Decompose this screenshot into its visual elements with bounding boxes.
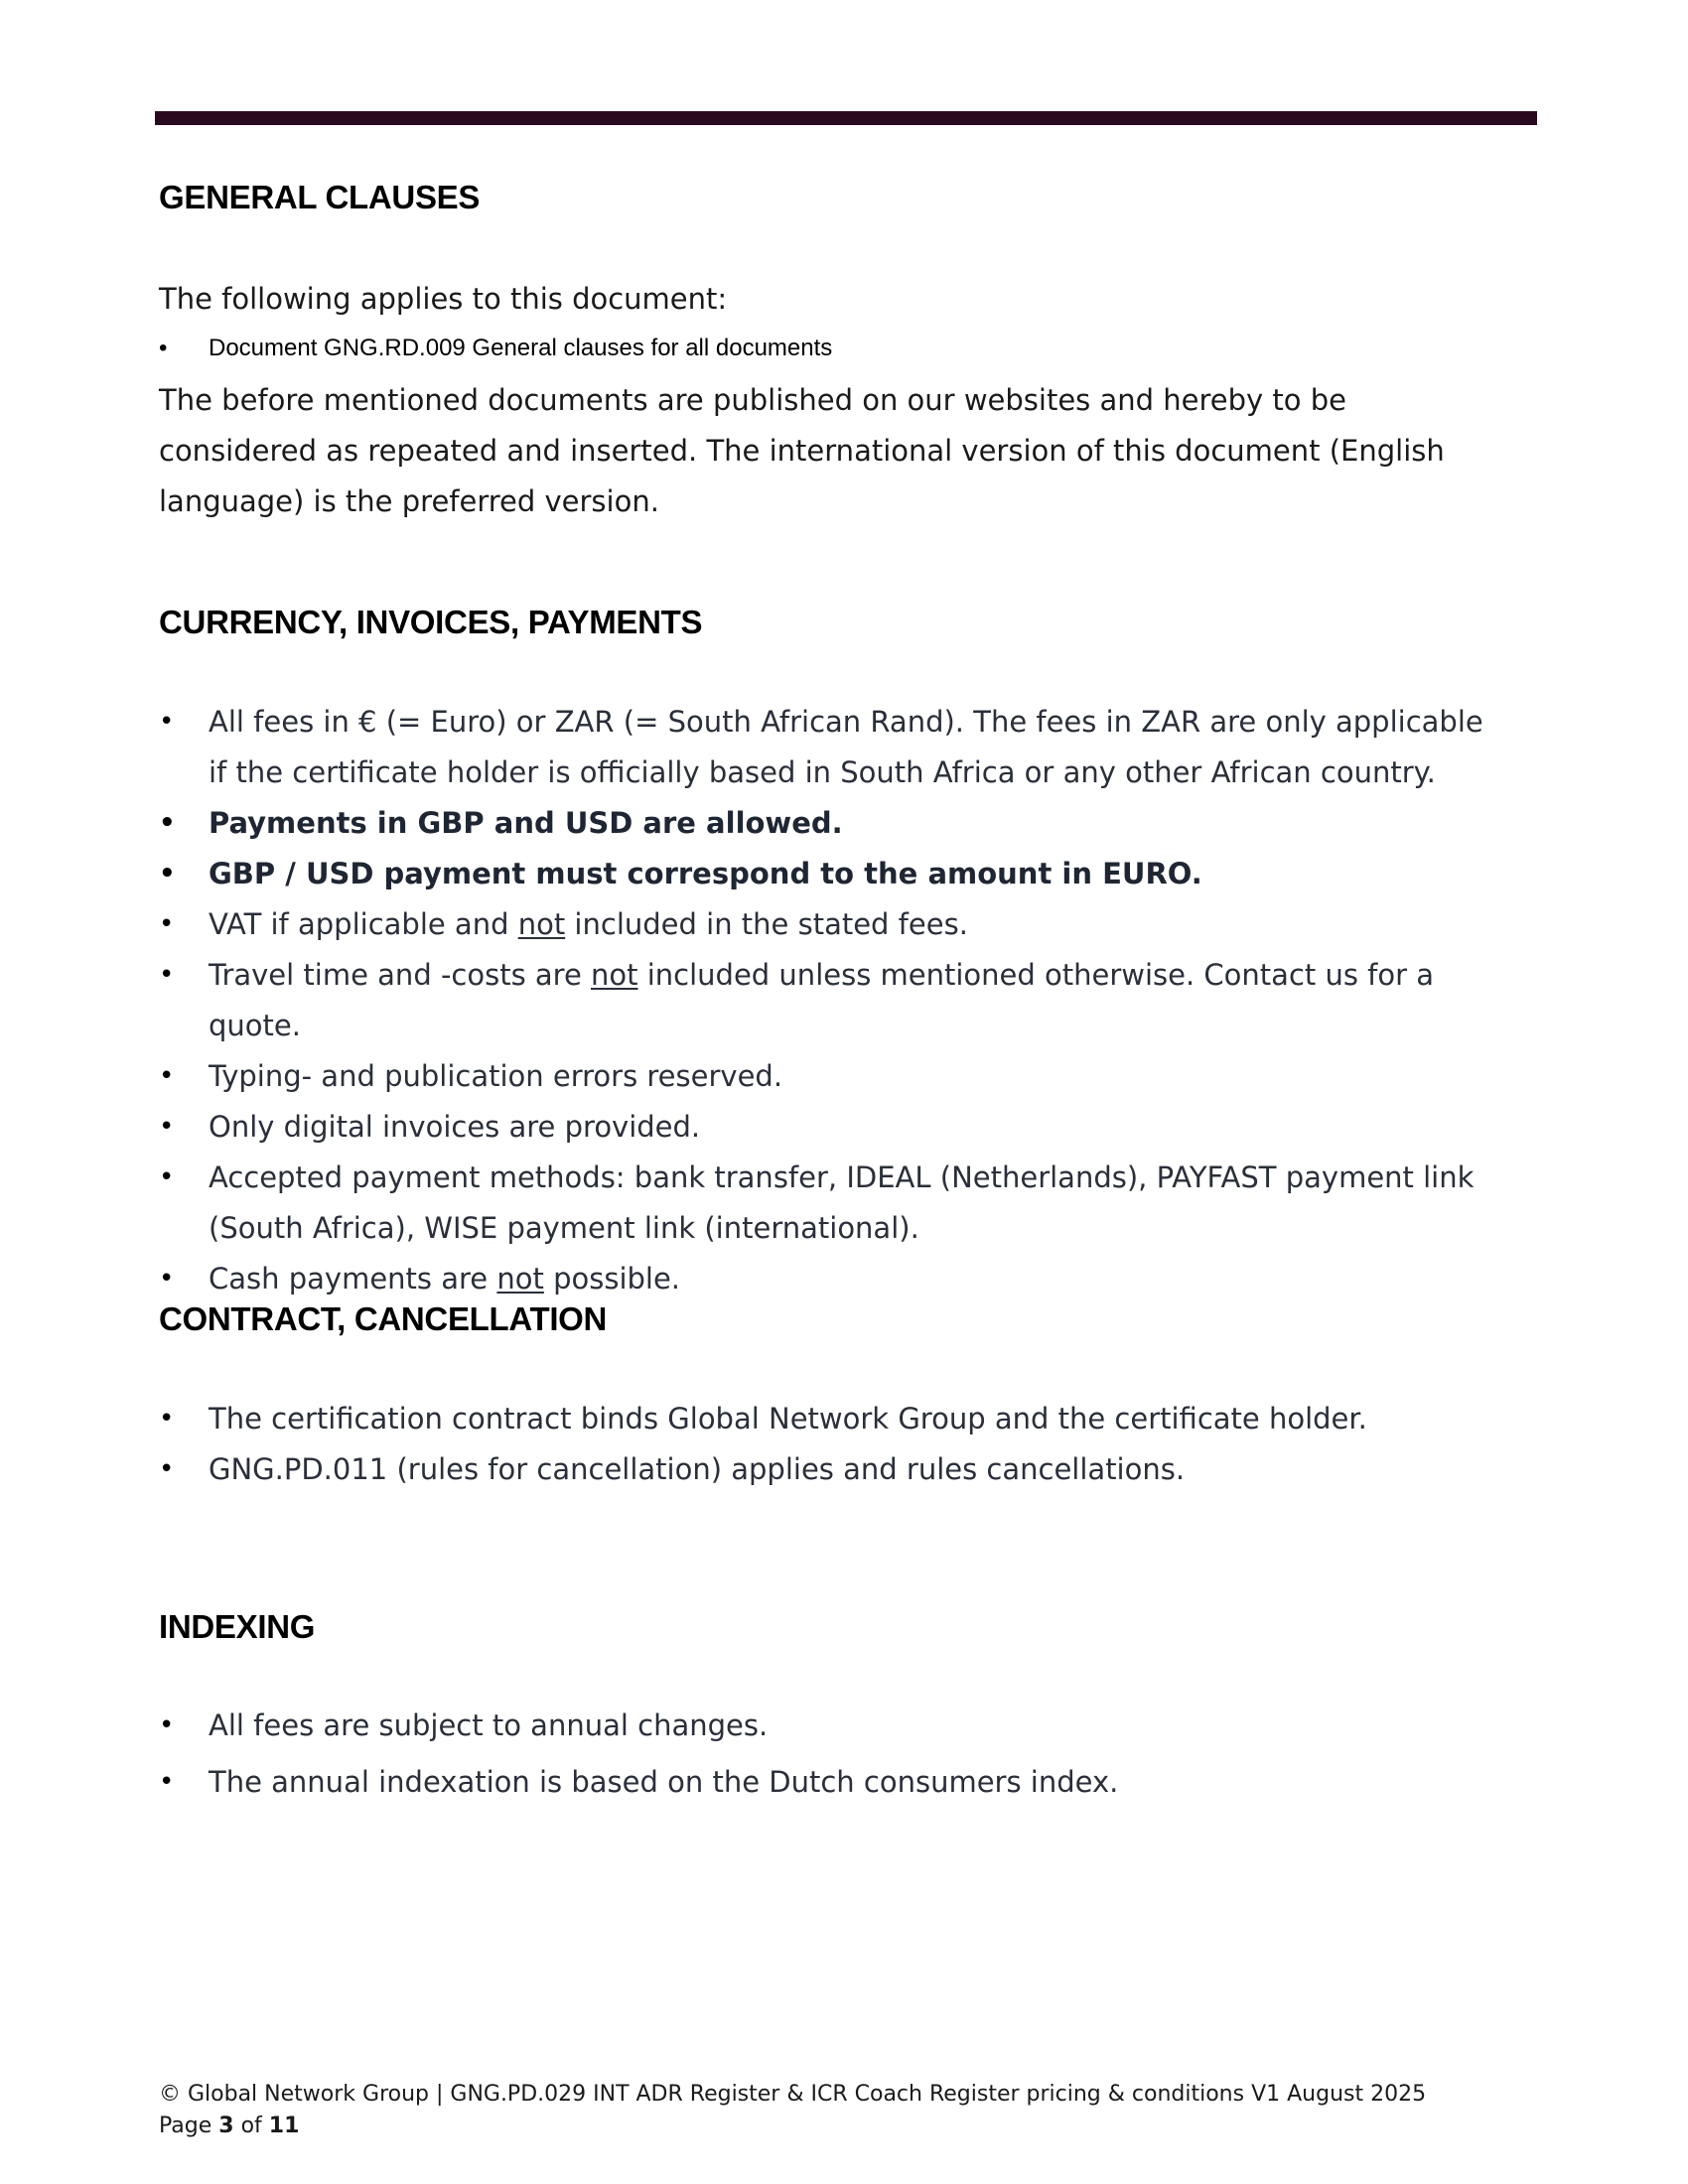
- list-item: • GNG.PD.011 (rules for cancellation) applies and rules cancellations.: [159, 1444, 1509, 1495]
- list-item: • GBP / USD payment must correspond to the amount in EURO.: [159, 849, 1509, 899]
- list-item: • Accepted payment methods: bank transfer, IDEAL (Netherlands), PAYFAST payment link (South Africa), WISE payment link (international).: [159, 1153, 1509, 1254]
- list-item: • Only digital invoices are provided.: [159, 1102, 1509, 1153]
- contract-list: [159, 1394, 1509, 1495]
- list-item: • All fees in € (= Euro) or ZAR (= South African Rand). The fees in ZAR are only applicable if the certificate holder is officially based in South Africa or any other African country.: [159, 697, 1509, 798]
- general-paragraph: The before mentioned documents are published on our websites and hereby to be considered as repeated and inserted. The international version of this document (English language) is the preferred version.: [159, 383, 1445, 518]
- footer-page-number: Page 3 of 11: [159, 2114, 300, 2138]
- general-bullet: [159, 335, 832, 362]
- bullet-icon: •: [159, 335, 168, 361]
- indexing-list: [159, 1701, 1509, 1808]
- heading-general-clauses: GENERAL CLAUSES: [159, 179, 481, 215]
- list-item: • VAT if applicable and not included in the stated fees.: [159, 899, 1509, 950]
- header-rule: [155, 111, 1537, 125]
- heading-indexing: INDEXING: [159, 1608, 316, 1645]
- general-intro: The following applies to this document:: [159, 282, 728, 316]
- page-footer: [159, 2079, 1426, 2142]
- heading-currency: CURRENCY, INVOICES, PAYMENTS: [159, 604, 703, 640]
- currency-list: [159, 697, 1509, 1304]
- list-item: • Cash payments are not possible.: [159, 1254, 1509, 1304]
- heading-contract: CONTRACT, CANCELLATION: [159, 1300, 608, 1337]
- list-item: • The annual indexation is based on the Dutch consumers index.: [159, 1757, 1509, 1808]
- list-item: • All fees are subject to annual changes.: [159, 1701, 1509, 1751]
- list-item: • Travel time and -costs are not included unless mentioned otherwise. Contact us for a quote.: [159, 950, 1509, 1051]
- list-item: • The certification contract binds Global Network Group and the certificate holder.: [159, 1394, 1509, 1444]
- list-item: • Typing- and publication errors reserved.: [159, 1051, 1509, 1102]
- footer-copyright: © Global Network Group | GNG.PD.029 INT ADR Register & ICR Coach Register pricing & conditions V1 August 2025: [159, 2082, 1427, 2107]
- list-item: • Payments in GBP and USD are allowed.: [159, 798, 1509, 849]
- general-bullet-text: Document GNG.RD.009 General clauses for all documents: [209, 335, 833, 361]
